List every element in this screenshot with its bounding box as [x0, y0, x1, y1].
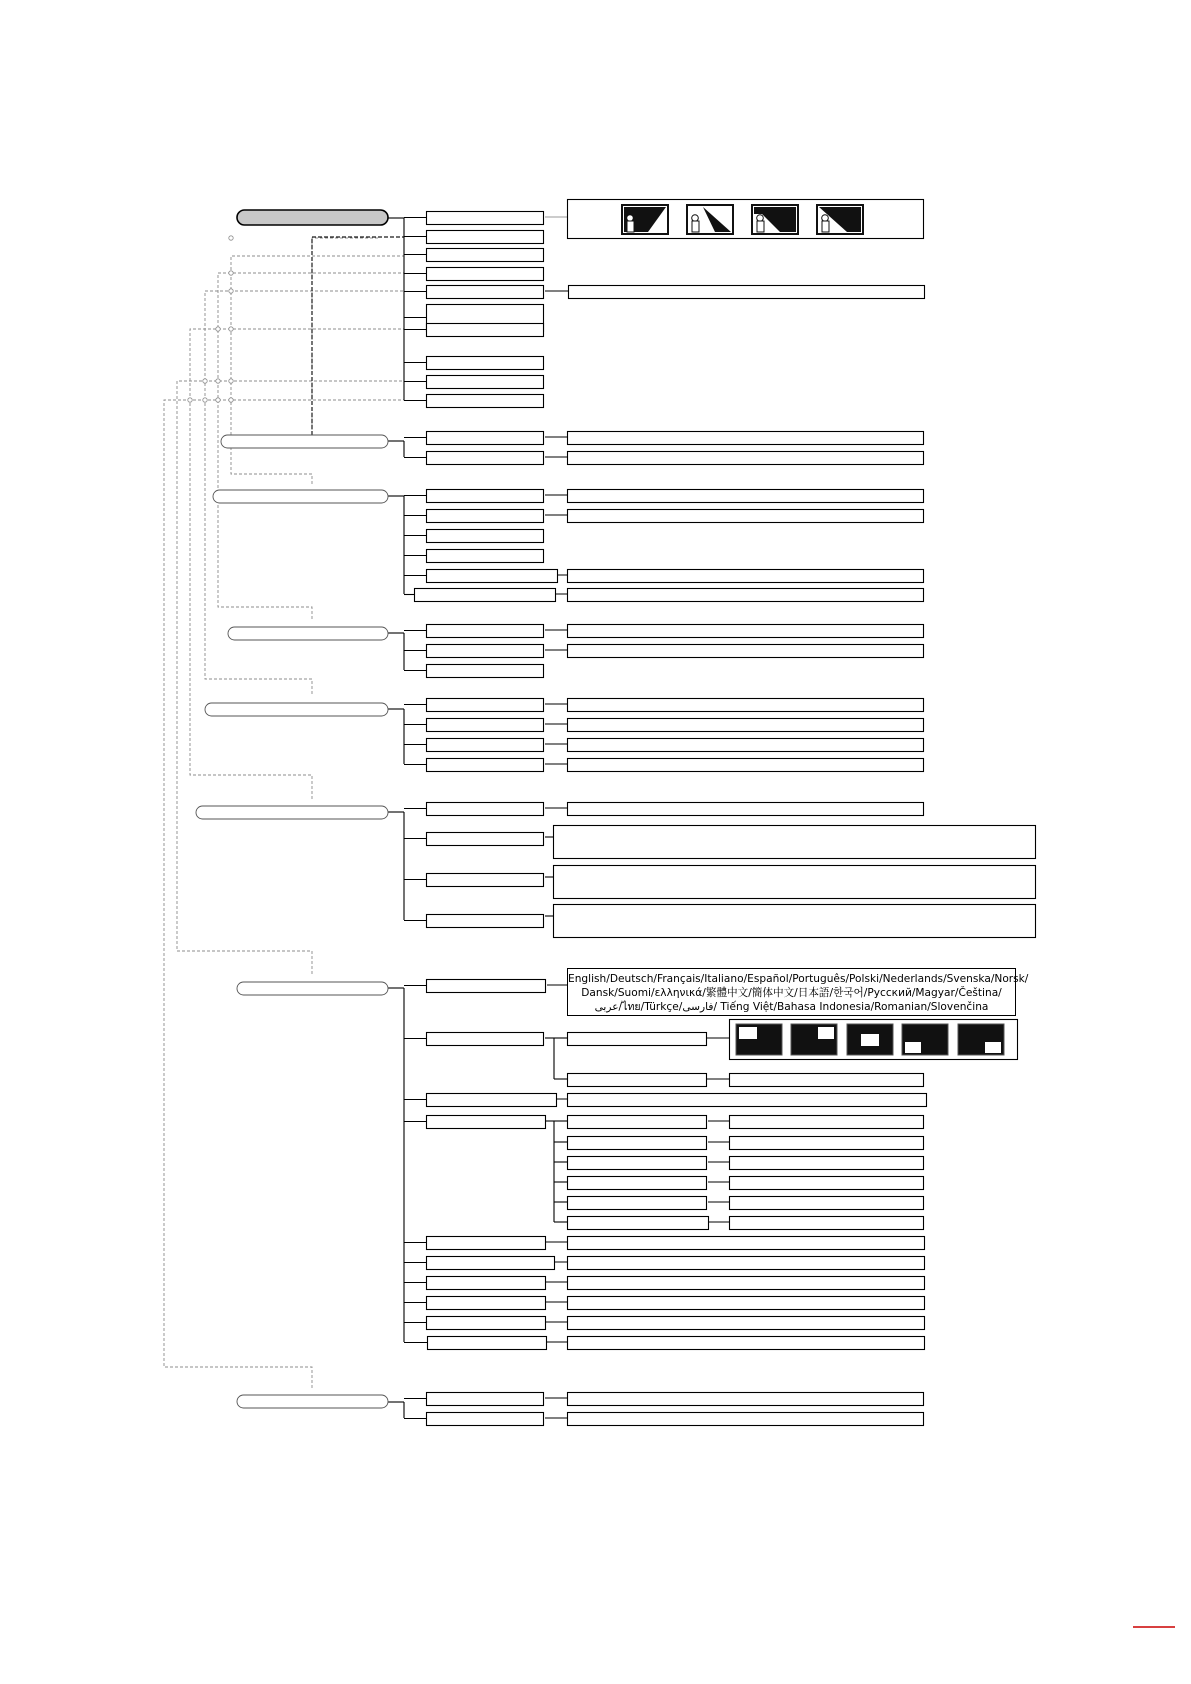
menu-item-box	[427, 1257, 555, 1270]
language-line-3: عربى/ไทย/Türkçe/فارسی/ Tiếng Việt/Bahasa Indonesia/Romanian/Slovenčina	[594, 1001, 989, 1013]
menu-item-box	[427, 833, 544, 846]
value-box	[730, 1217, 924, 1230]
pip-top-right-icon	[791, 1024, 837, 1055]
menu-item-box	[427, 550, 544, 563]
main-menu-pill-7	[237, 982, 388, 995]
description-box	[554, 905, 1036, 938]
main-menu-pill-3	[213, 490, 388, 503]
main-menu-pill-active	[237, 210, 388, 225]
menu-item-box	[427, 212, 544, 225]
pip-bottom-right-icon	[958, 1024, 1004, 1055]
menu-item-box	[427, 645, 544, 658]
submenu-box	[568, 1033, 707, 1046]
menu-item-box	[427, 395, 544, 408]
guide-junction	[203, 398, 207, 402]
value-box	[568, 699, 924, 712]
submenu-box	[568, 1137, 707, 1150]
value-box	[568, 490, 924, 503]
value-box	[730, 1177, 924, 1190]
front-desktop-icon	[622, 205, 668, 234]
menu-item-box	[427, 432, 544, 445]
value-box	[568, 803, 924, 816]
rear-desktop-icon	[687, 205, 733, 234]
value-box	[568, 570, 924, 583]
menu-item-box	[427, 1297, 546, 1310]
guide-junction	[188, 398, 192, 402]
guide-junction	[216, 379, 220, 383]
menu-item-box	[427, 803, 544, 816]
projection-mode-box	[568, 200, 924, 239]
value-box	[568, 719, 924, 732]
main-menu-pills	[196, 210, 388, 1408]
menu-item-box	[427, 268, 544, 281]
menu-item-box	[415, 589, 556, 602]
menu-item-box	[427, 249, 544, 262]
menu-item-box	[427, 665, 544, 678]
value-box	[568, 1413, 924, 1426]
menu-item-box	[427, 1317, 546, 1330]
value-box	[730, 1074, 924, 1087]
submenu-box	[568, 1177, 707, 1190]
menu-item-box	[427, 357, 544, 370]
guide-junction	[203, 379, 207, 383]
guide-junction	[229, 236, 233, 240]
menu-item-box	[427, 286, 544, 299]
value-box	[730, 1197, 924, 1210]
description-box	[554, 866, 1036, 899]
menu-item-box	[427, 699, 544, 712]
value-box	[568, 759, 924, 772]
submenu-box	[568, 1116, 707, 1129]
menu-item-box	[427, 510, 544, 523]
value-box	[568, 1297, 925, 1310]
menu-item-box	[427, 452, 544, 465]
value-box	[568, 645, 924, 658]
value-box	[568, 1094, 927, 1107]
menu-item-box	[427, 490, 544, 503]
dashed-guide	[164, 400, 404, 1388]
submenu-box	[568, 1157, 707, 1170]
value-box	[568, 1257, 925, 1270]
dashed-guide	[231, 256, 404, 484]
value-box	[568, 1393, 924, 1406]
menu-item-box	[427, 1094, 557, 1107]
value-box	[568, 739, 924, 752]
menu-item-boxes	[415, 200, 1036, 1426]
language-line-2: Dansk/Suomi/ελληνικά/繁體中文/簡体中文/日本語/한국어/Русский/Magyar/Čeština/	[581, 987, 1002, 999]
menu-item-box	[427, 915, 544, 928]
value-box	[568, 510, 924, 523]
language-line-1: English/Deutsch/Français/Italiano/Español/Português/Polski/Nederlands/Svenska/Norsk/	[568, 973, 1029, 985]
rear-ceiling-icon	[817, 205, 863, 234]
menu-item-box	[427, 874, 544, 887]
dark-dashed-guide	[312, 237, 404, 435]
value-box	[568, 452, 924, 465]
menu-item-box	[427, 1033, 544, 1046]
pip-bottom-left-small-icon	[902, 1024, 948, 1055]
dashed-guide	[177, 381, 404, 974]
menu-item-box	[427, 980, 546, 993]
menu-item-box	[427, 1116, 546, 1129]
front-ceiling-icon	[752, 205, 798, 234]
value-box	[568, 1337, 925, 1350]
menu-item-box	[427, 324, 544, 337]
main-menu-pill-5	[205, 703, 388, 716]
menu-item-box	[427, 231, 544, 244]
guide-junction	[229, 327, 233, 331]
pip-center-icon	[847, 1024, 893, 1055]
dashed-guide	[190, 329, 404, 799]
main-menu-pill-8	[237, 1395, 388, 1408]
value-box	[730, 1116, 924, 1129]
value-box	[730, 1137, 924, 1150]
value-box	[730, 1157, 924, 1170]
value-box	[569, 286, 925, 299]
guide-junction	[229, 398, 233, 402]
menu-item-box	[427, 739, 544, 752]
submenu-box	[568, 1197, 707, 1210]
language-list-box	[567, 968, 1029, 1016]
menu-item-box	[427, 1277, 546, 1290]
main-menu-pill-6	[196, 806, 388, 819]
main-menu-pill-4	[228, 627, 388, 640]
guide-junction	[229, 271, 233, 275]
value-box	[568, 1237, 925, 1250]
value-box	[568, 1277, 925, 1290]
guide-junction	[216, 327, 220, 331]
menu-item-box	[427, 376, 544, 389]
menu-item-box	[427, 570, 558, 583]
menu-item-box	[427, 759, 544, 772]
value-box	[568, 625, 924, 638]
menu-item-box	[427, 1413, 544, 1426]
menu-item-box	[428, 1337, 547, 1350]
value-box	[568, 589, 924, 602]
menu-item-box	[427, 625, 544, 638]
guide-junction	[229, 289, 233, 293]
menu-item-box	[427, 1393, 544, 1406]
menu-item-box	[427, 530, 544, 543]
submenu-box	[568, 1074, 707, 1087]
guide-junction	[229, 379, 233, 383]
menu-item-box	[427, 1237, 546, 1250]
submenu-box	[568, 1217, 709, 1230]
description-box	[554, 826, 1036, 859]
pip-bottom-left-icon	[736, 1024, 782, 1055]
main-menu-pill-2	[221, 435, 388, 448]
menu-item-box	[427, 719, 544, 732]
value-box	[568, 432, 924, 445]
guide-junction	[216, 398, 220, 402]
dashed-guide	[312, 238, 380, 435]
value-box	[568, 1317, 925, 1330]
